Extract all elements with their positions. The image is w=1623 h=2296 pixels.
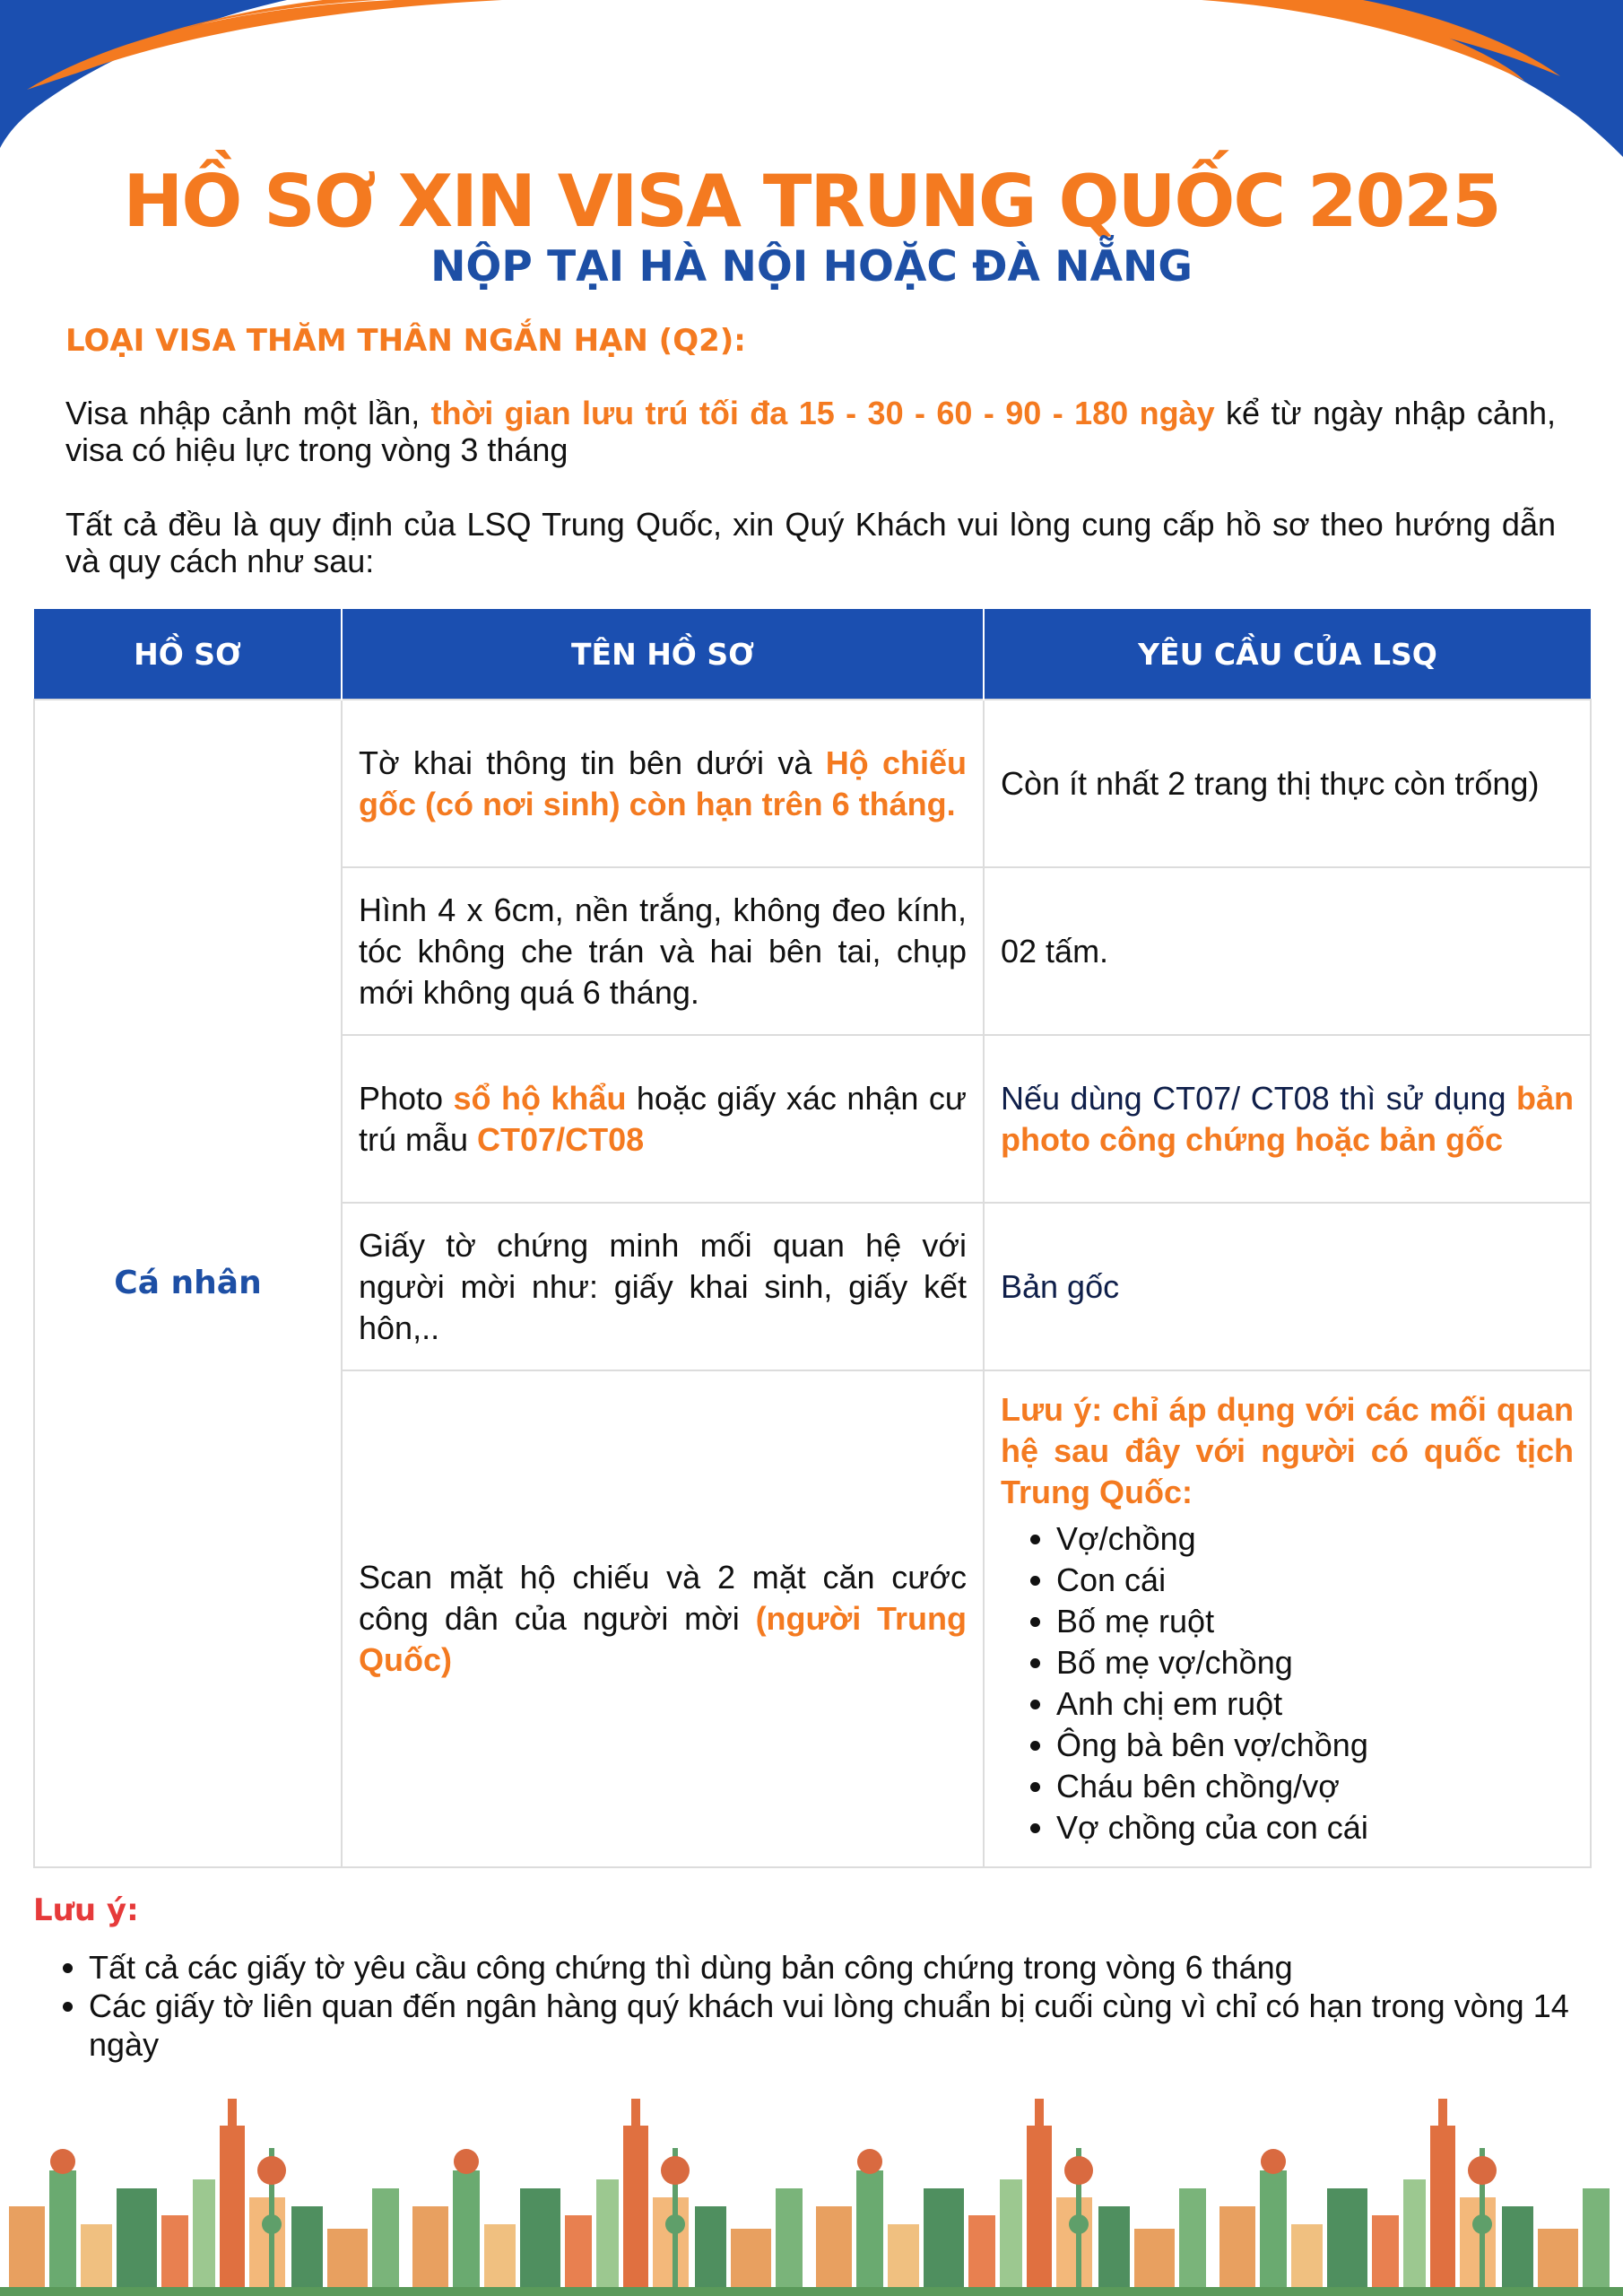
category-personal: Cá nhân	[34, 700, 342, 1867]
top-wave-decoration	[0, 0, 1623, 170]
doc-name-inviter-id: Scan mặt hộ chiếu và 2 mặt căn cước công dân của người mời (người Trung Quốc)	[342, 1370, 984, 1867]
doc-name-household: Photo sổ hộ khẩu hoặc giấy xác nhận cư trú mẫu CT07/CT08	[342, 1035, 984, 1203]
req-passport: Còn ít nhất 2 trang thị thực còn trống)	[984, 700, 1591, 867]
list-item: • Bố mẹ ruột	[1056, 1601, 1574, 1642]
header-requirements: YÊU CẦU CỦA LSQ	[984, 609, 1591, 700]
req-inviter-id	[984, 1370, 1591, 1867]
visa-description: Visa nhập cảnh một lần, thời gian lưu trú tối đa 15 - 30 - 60 - 90 - 180 ngày kể từ ngày nhập cảnh, visa có hiệu lực trong vòng 3 tháng	[65, 395, 1556, 468]
stay-duration-highlight: thời gian lưu trú tối đa 15 - 30 - 60 - 90 - 180 ngày	[430, 395, 1215, 431]
doc-name-photo: Hình 4 x 6cm, nền trắng, không đeo kính, tóc không che trán và hai bên tai, chụp mới không quá 6 tháng.	[342, 867, 984, 1035]
doc-name-relationship: Giấy tờ chứng minh mối quan hệ với người mời như: giấy khai sinh, giấy kết hôn,..	[342, 1203, 984, 1370]
list-item: • Cháu bên chồng/vợ	[1056, 1766, 1574, 1807]
relationship-note: Lưu ý: chỉ áp dụng với các mối quan hệ sau đây với người có quốc tịch Trung Quốc:	[1001, 1391, 1574, 1510]
instruction-paragraph: Tất cả đều là quy định của LSQ Trung Quốc, xin Quý Khách vui lòng cung cấp hồ sơ theo hướng dẫn và quy cách như sau:	[65, 506, 1556, 579]
req-relationship: Bản gốc	[984, 1203, 1591, 1370]
table-header-row	[34, 609, 1591, 700]
visa-type-heading: LOẠI VISA THĂM THÂN NGẮN HẠN (Q2):	[65, 323, 746, 359]
list-item: • Ông bà bên vợ/chồng	[1056, 1725, 1574, 1766]
list-item: • Con cái	[1056, 1560, 1574, 1601]
list-item: • Vợ chồng của con cái	[1056, 1807, 1574, 1848]
list-item: • Các giấy tờ liên quan đến ngân hàng quý khách vui lòng chuẩn bị cuối cùng vì chỉ có hạn trong vòng 14 ngày	[89, 1987, 1613, 2064]
list-item: • Tất cả các giấy tờ yêu cầu công chứng thì dùng bản công chứng trong vòng 6 tháng	[89, 1948, 1613, 1987]
req-photo: 02 tấm.	[984, 867, 1591, 1035]
document-table	[33, 609, 1592, 1868]
notes-list	[33, 1948, 1613, 2064]
list-item: • Anh chị em ruột	[1056, 1683, 1574, 1725]
req-household: Nếu dùng CT07/ CT08 thì sử dụng bản photo công chứng hoặc bản gốc	[984, 1035, 1591, 1203]
header-documents: HỒ SƠ	[34, 609, 342, 700]
page-title: HỒ SƠ XIN VISA TRUNG QUỐC 2025	[123, 160, 1500, 243]
notes-label: Lưu ý:	[33, 1892, 139, 1928]
relationship-list	[1001, 1518, 1574, 1848]
city-skyline-illustration	[0, 2072, 1623, 2296]
header-document-name: TÊN HỒ SƠ	[342, 609, 984, 700]
list-item: • Bố mẹ vợ/chồng	[1056, 1642, 1574, 1683]
page-subtitle: NỘP TẠI HÀ NỘI HOẶC ĐÀ NẴNG	[430, 242, 1193, 291]
doc-name-passport: Tờ khai thông tin bên dưới và Hộ chiếu gốc (có nơi sinh) còn hạn trên 6 tháng.	[342, 700, 984, 867]
list-item: • Vợ/chồng	[1056, 1518, 1574, 1560]
table-row	[34, 700, 1591, 867]
